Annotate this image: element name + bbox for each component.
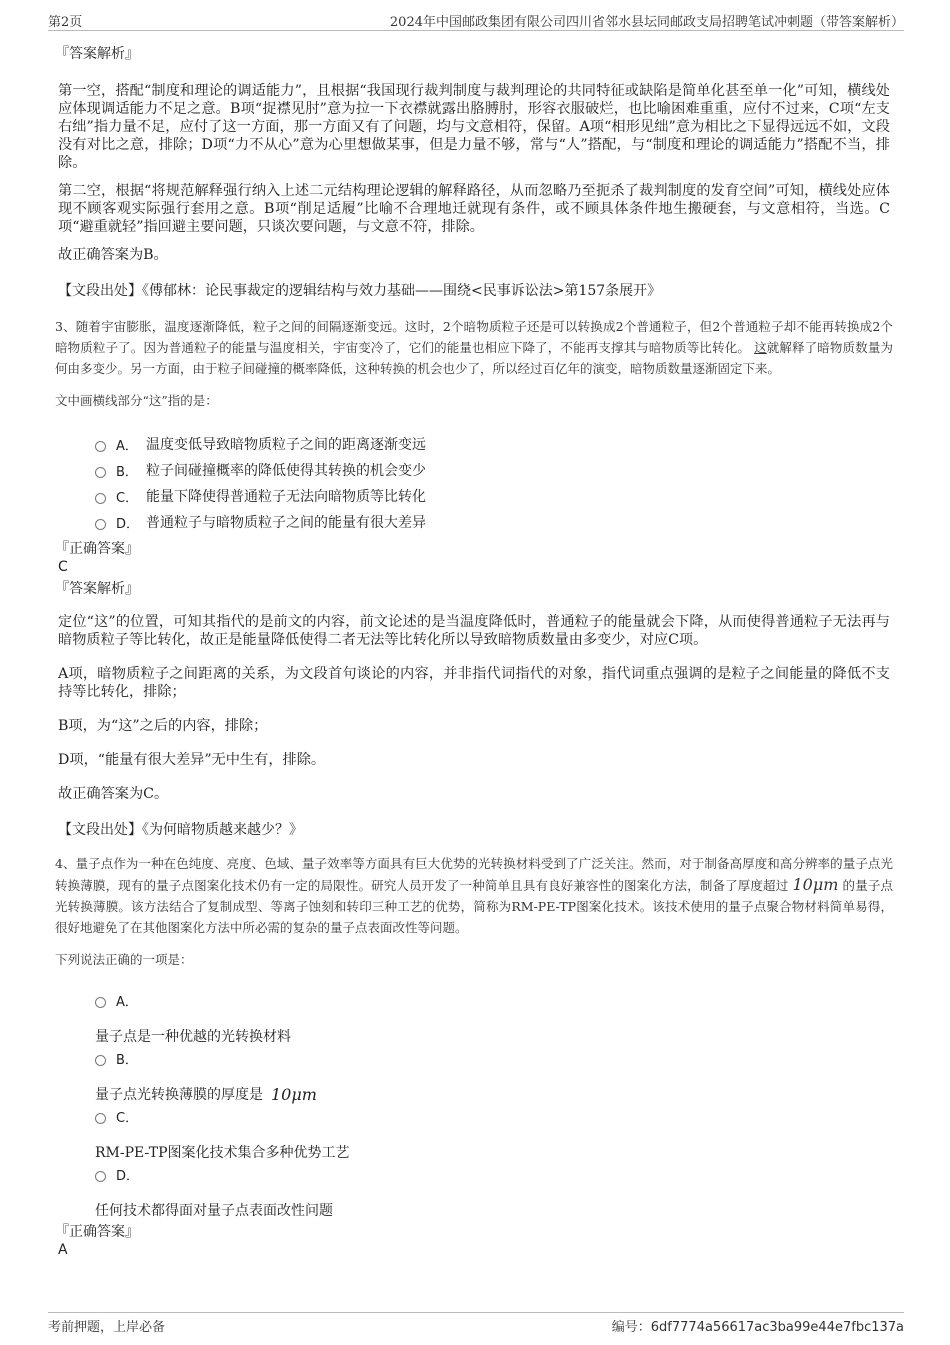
q3-analysis-p4: D项，“能量有很大差异”无中生有，排除。 — [58, 752, 326, 768]
page-number: 第2页 — [48, 15, 83, 30]
option-letter: D． — [116, 516, 140, 532]
q3-text-after: 就解释了暗物质数量为何由多变少。另一方面，由于粒子间碰撞的概率降低，这种转换的机会也少了，所以经过百亿年的演变，暗物质数量逐渐固定下来。 — [55, 340, 893, 376]
q2-analysis-p1: 第一空，搭配“制度和理论的调适能力”，且根据“我国现行裁判制度与裁判理论的共同特征或缺陷是简单化甚至单一化”可知，横线处应体现调适能力不足之意。B项“捉襟见肘”意为拉一下衣襟就露出胳膊肘，形容衣服破烂，也比喻困难重重，应付不过来，C项“左支右绌”指力量不足，应付了这一方面，那一方面又有了问题，均与文意相符，保留。A项“相形见绌”意为相比之下显得远远不如，文段没有对比之意，排除；D项“力不从心”意为心里想做某事，但是力量不够，常与“人”搭配，与“制度和理论的调适能力”搭配不当，排除。 — [58, 83, 890, 171]
source-prefix: 【文段出处】 — [58, 822, 142, 838]
q2-analysis-conclusion: 故正确答案为B。 — [58, 247, 168, 263]
q3-analysis-p1: 定位“这”的位置，可知其指代的是前文的内容，前文论述的是当温度降低时，普通粒子的能量就会下降，从而使得普通粒子无法再与暗物质粒子等比转化，故正是能量降低使得二者无法等比转化所以导致暗物质数量由多变少，对应C项。 — [58, 614, 890, 648]
q3-analysis-p2: A项，暗物质粒子之间距离的关系，为文段首句谈论的内容，并非指代词指代的对象，指代词重点强调的是粒子之间能量的降低不支持等比转化，排除； — [58, 666, 890, 700]
q4-option-d-text — [95, 1186, 895, 1220]
option-letter: C． — [116, 1110, 139, 1126]
q3-source-text: 《为何暗物质越来越少？》 — [142, 822, 303, 838]
radio-button[interactable] — [95, 997, 106, 1008]
q3-option-d[interactable] — [95, 509, 895, 535]
q4-options — [55, 988, 895, 1220]
q3-option-b[interactable] — [95, 457, 895, 483]
q3-prompt: 文中画横线部分“这”指的是： — [55, 393, 218, 408]
radio-button[interactable] — [95, 493, 106, 504]
q3-answer: C — [58, 559, 68, 575]
source-prefix: 【文段出处】 — [58, 283, 142, 299]
radio-button[interactable] — [95, 467, 106, 478]
option-text: 粒子间碰撞概率的降低使得其转换的机会变少 — [146, 463, 426, 479]
option-text: RM-PE-TP图案化技术集合多种优势工艺 — [95, 1145, 350, 1161]
option-text: 能量下降使得普通粒子无法向暗物质等比转化 — [146, 489, 426, 505]
page-header — [48, 8, 904, 31]
q3-analysis-p3: B项，为“这”之后的内容，排除； — [58, 718, 268, 734]
option-text: 量子点光转换薄膜的厚度是 — [95, 1087, 263, 1103]
q3-question — [55, 316, 893, 379]
option-letter: A． — [116, 994, 138, 1010]
main-content — [55, 44, 895, 1262]
radio-button[interactable] — [95, 441, 106, 452]
q4-answer: A — [58, 1242, 68, 1258]
option-math: 10μm — [271, 1085, 317, 1104]
q4-question — [55, 853, 893, 938]
q4-option-a-text — [95, 1012, 895, 1046]
page-footer — [48, 1312, 904, 1335]
q3-analysis-conclusion: 故正确答案为C。 — [58, 786, 169, 802]
q4-option-b-text — [95, 1070, 895, 1104]
q3-source — [58, 819, 895, 839]
footer-slogan: 考前押题，上岸必备 — [48, 1320, 166, 1335]
footer-code-label: 编号： — [611, 1320, 651, 1335]
q4-option-d[interactable] — [95, 1162, 895, 1186]
option-letter: A． — [116, 438, 138, 454]
q3-option-c[interactable] — [95, 483, 895, 509]
q4-option-a[interactable] — [95, 988, 895, 1012]
option-text: 量子点是一种优越的光转换材料 — [95, 1029, 291, 1045]
q4-option-c-text — [95, 1128, 895, 1162]
option-letter: C． — [116, 490, 139, 506]
document-title: 2024年中国邮政集团有限公司四川省邻水县坛同邮政支局招聘笔试冲刺题（带答案解析） — [389, 15, 904, 30]
q3-text-underlined: 这 — [754, 340, 767, 355]
q4-text-line2: 的量子点光转换薄膜。该方法结合了复制成型、等离子蚀刻和转印三种工艺的优势，简称为RM-PE-TP图案化技术。该技术使用的量子点聚合物材料简单易得，很好地避免了在其他图案化方法中所必需的复杂的量子点表面改性等问题。 — [55, 878, 893, 935]
q3-options — [55, 431, 895, 535]
option-text: 普通粒子与暗物质粒子之间的能量有很大差异 — [146, 515, 426, 531]
q4-option-c[interactable] — [95, 1104, 895, 1128]
q4-correct-label: 『正确答案』 — [55, 1224, 139, 1240]
option-text: 温度变低导致暗物质粒子之间的距离逐渐变远 — [146, 437, 426, 453]
q4-math-thickness: 10μm — [792, 875, 839, 894]
q3-analysis-label: 『答案解析』 — [55, 581, 139, 597]
q3-text-before: 3、随着宇宙膨胀，温度逐渐降低，粒子之间的间隔逐渐变远。这时，2个暗物质粒子还是可以转换成2个普通粒子，但2个普通粒子却不能再转换成2个暗物质粒子了。因为普通粒子的能量与温度相关，宇宙变冷了，它们的能量也相应下降了，不能再支撑其与暗物质等比转化。 — [55, 319, 893, 355]
option-letter: B． — [116, 1052, 138, 1068]
radio-button[interactable] — [95, 1171, 106, 1182]
q2-analysis-p2: 第二空，根据“将规范解释强行纳入上述二元结构理论逻辑的解释路径，从而忽略乃至扼杀了裁判制度的发育空间”可知，横线处应体现不顾客观实际强行套用之意。B项“削足适履”比喻不合理地迁就现有条件，或不顾具体条件地生搬硬套，与文意相符，当选。C项“避重就轻”指回避主要问题，只谈次要问题，与文意不符，排除。 — [58, 183, 890, 235]
radio-button[interactable] — [95, 1055, 106, 1066]
q3-correct-label: 『正确答案』 — [55, 541, 139, 557]
q4-text-line1: 4、量子点作为一种在色纯度、亮度、色域、量子效率等方面具有巨大优势的光转换材料受到了广泛关注。然而，对于制备高厚度和高分辨率的量子点光转换薄膜，现有的量子点图案化技术仍有一定的局限性。研究人员开发了一种简单且具有良好兼容性的图案化方法，制备了厚度超过 — [55, 856, 893, 893]
radio-button[interactable] — [95, 519, 106, 530]
q3-option-a[interactable] — [95, 431, 895, 457]
q2-source — [58, 280, 895, 300]
radio-button[interactable] — [95, 1113, 106, 1124]
q2-analysis-label: 『答案解析』 — [55, 46, 139, 62]
option-letter: B． — [116, 464, 138, 480]
footer-code — [612, 1316, 904, 1335]
q4-option-b[interactable] — [95, 1046, 895, 1070]
option-letter: D． — [116, 1168, 140, 1184]
q4-prompt: 下列说法正确的一项是： — [55, 952, 193, 967]
footer-code-value: 6df7774a56617ac3ba99e44e7fbc137a — [650, 1320, 904, 1335]
option-text: 任何技术都得面对量子点表面改性问题 — [95, 1203, 333, 1219]
q2-source-text: 《傅郁林：论民事裁定的逻辑结构与效力基础——围绕<民事诉讼法>第157条展开》 — [142, 283, 662, 299]
